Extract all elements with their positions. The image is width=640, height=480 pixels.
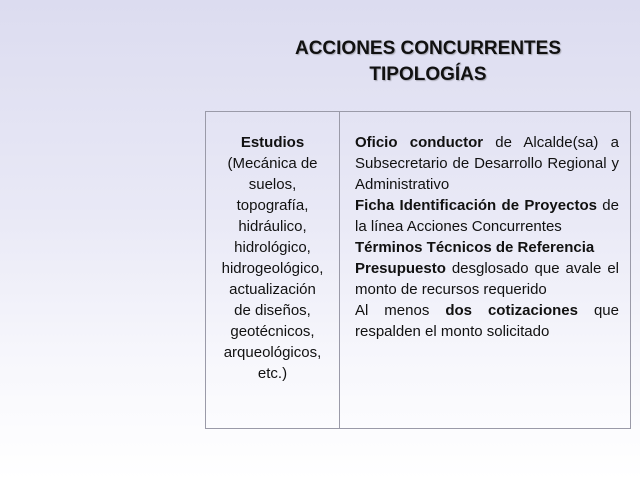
studies-line: (Mecánica de — [227, 155, 318, 172]
studies-line: suelos, — [248, 176, 297, 193]
presupuesto-label: Presupuesto — [355, 260, 446, 277]
studies-line: actualización — [229, 281, 316, 298]
studies-line: hidrogeológico, — [221, 260, 324, 277]
studies-line: topografía, — [236, 197, 309, 214]
studies-heading: Estudios — [240, 134, 305, 151]
cotizaciones-prefix: Al menos — [355, 302, 446, 319]
ficha-label: Ficha Identificación de Proyectos — [355, 197, 597, 214]
requirements-table — [205, 111, 631, 429]
studies-line: arqueológicos, — [223, 344, 322, 361]
presupuesto-text: desglosado que avale el monto de recursos requerido — [355, 260, 619, 298]
cotizaciones-item — [355, 300, 619, 342]
studies-line: hidrológico, — [234, 239, 311, 256]
studies-line: etc.) — [257, 365, 288, 382]
ficha-text: de la línea Acciones Concurrentes — [355, 197, 619, 235]
studies-cell — [206, 112, 340, 429]
studies-line: hidráulico, — [238, 218, 307, 235]
terminos-item — [355, 237, 619, 258]
terminos-label: Términos Técnicos de Referencia — [355, 239, 595, 256]
oficio-item — [355, 132, 619, 195]
oficio-label: Oficio conductor — [355, 134, 484, 151]
slide-title — [232, 36, 624, 88]
cotizaciones-label: dos cotizaciones — [445, 302, 578, 319]
studies-line: de diseños, — [234, 302, 311, 319]
cotizaciones-text: que respalden el monto solicitado — [355, 302, 619, 340]
studies-line: geotécnicos, — [230, 323, 315, 340]
oficio-text: de Alcalde(sa) a Subsecretario de Desarrollo Regional y Administrativo — [355, 134, 620, 193]
presupuesto-item — [355, 258, 619, 300]
ficha-item — [355, 195, 619, 237]
title-line-1: ACCIONES CONCURRENTES — [294, 38, 562, 59]
table-row — [206, 112, 631, 429]
title-line-2: TIPOLOGÍAS — [369, 64, 487, 85]
documents-cell — [340, 112, 631, 429]
